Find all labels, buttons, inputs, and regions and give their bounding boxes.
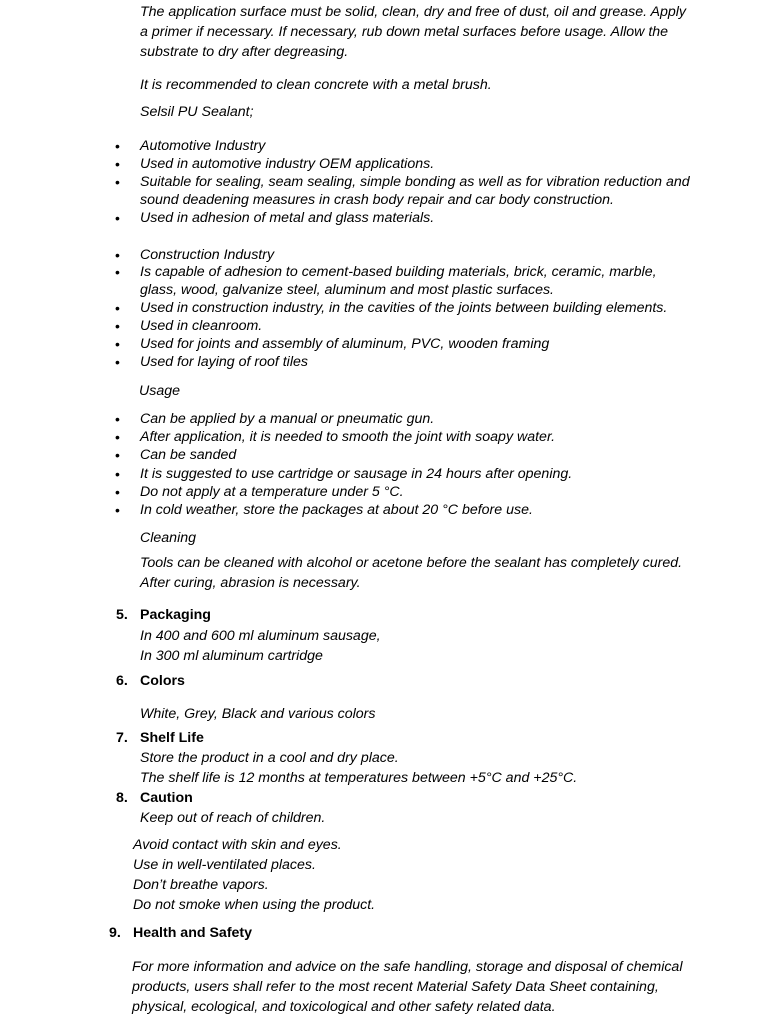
section-number: 5.: [116, 607, 128, 623]
caution-line: Avoid contact with skin and eyes.: [133, 837, 342, 853]
list-item: • Used in adhesion of metal and glass materials.: [140, 208, 700, 228]
list-item: • Used in cleanroom.: [140, 316, 700, 336]
surface-prep-paragraph: The application surface must be solid, clean, dry and free of dust, oil and grease. Apply a primer if necessary. If necessary, rub down metal surfaces before usage. Allow the substrate to dry after degreasing.: [140, 4, 687, 60]
shelf-life-line: Store the product in a cool and dry place.: [140, 750, 399, 766]
colors-heading: [116, 671, 185, 691]
caution-line: Keep out of reach of children.: [140, 810, 326, 826]
packaging-line: In 400 and 600 ml aluminum sausage,: [140, 628, 381, 644]
section-title: Colors: [140, 673, 185, 689]
concrete-cleaning-note: It is recommended to clean concrete with a metal brush.: [140, 77, 492, 93]
health-safety-text: For more information and advice on the safe handling, storage and disposal of chemical products, users shall refer to the most recent Material Safety Data Sheet containing, physical, ecological, and toxicological and other safety related data.: [132, 959, 683, 1015]
list-item: • Can be applied by a manual or pneumatic gun.: [140, 409, 700, 429]
packaging-heading: [116, 605, 211, 625]
shelf-life-heading: [116, 728, 204, 748]
list-item: • After application, it is needed to smooth the joint with soapy water.: [140, 427, 700, 447]
health-safety-heading: [109, 923, 252, 943]
list-item: • Suitable for sealing, seam sealing, simple bonding as well as for vibration reduction and sound deadening measures in crash body repair and car body construction.: [140, 173, 692, 209]
list-item: • Can be sanded: [140, 445, 700, 465]
caution-line: Use in well-ventilated places.: [133, 857, 316, 873]
shelf-life-line: The shelf life is 12 months at temperatures between +5°C and +25°C.: [140, 770, 578, 786]
section-number: 8.: [116, 790, 128, 806]
list-item: • In cold weather, store the packages at about 20 °C before use.: [140, 500, 700, 520]
list-item: • It is suggested to use cartridge or sausage in 24 hours after opening.: [140, 464, 700, 484]
section-number: 9.: [109, 925, 121, 941]
list-item: • Used in automotive industry OEM applications.: [140, 154, 700, 174]
section-number: 6.: [116, 673, 128, 689]
list-item: • Do not apply at a temperature under 5 °C.: [140, 482, 700, 502]
list-item: • Used for laying of roof tiles: [140, 352, 700, 372]
packaging-line: In 300 ml aluminum cartridge: [140, 648, 323, 664]
section-title: Packaging: [140, 607, 211, 623]
caution-heading: [116, 788, 193, 808]
section-number: 7.: [116, 730, 128, 746]
section-title: Caution: [140, 790, 193, 806]
list-item: • Used for joints and assembly of aluminum, PVC, wooden framing: [140, 334, 700, 354]
colors-text: White, Grey, Black and various colors: [140, 706, 376, 722]
cleaning-text: Tools can be cleaned with alcohol or acetone before the sealant has completely cured. After curing, abrasion is necessary.: [140, 555, 683, 591]
usage-heading: Usage: [139, 383, 181, 399]
caution-line: Do not smoke when using the product.: [133, 897, 376, 913]
list-item: • Construction Industry: [140, 245, 700, 265]
caution-line: Don’t breathe vapors.: [133, 877, 269, 893]
section-title: Shelf Life: [140, 730, 204, 746]
list-item: • Automotive Industry: [140, 136, 700, 156]
product-intro: Selsil PU Sealant;: [140, 104, 254, 120]
list-item: • Used in construction industry, in the cavities of the joints between building elements.: [140, 298, 700, 318]
section-title: Health and Safety: [133, 925, 253, 941]
list-item: • Is capable of adhesion to cement-based building materials, brick, ceramic, marble, glass, wood, galvanize steel, aluminum and most plastic surfaces.: [140, 263, 660, 299]
cleaning-heading: Cleaning: [140, 530, 197, 546]
